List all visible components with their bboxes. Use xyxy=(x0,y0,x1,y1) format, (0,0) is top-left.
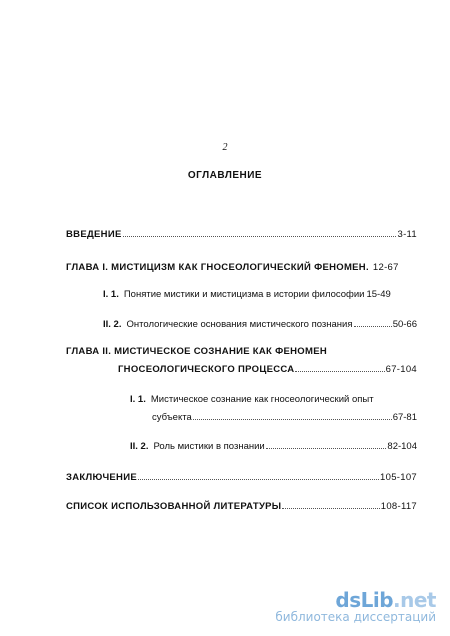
toc-title: ОГЛАВЛЕНИЕ xyxy=(187,170,263,181)
toc-entry-label: СПИСОК ИСПОЛЬЗОВАННОЙ ЛИТЕРАТУРЫ xyxy=(66,501,282,512)
toc-entry-label: ГЛАВА I. МИСТИЦИЗМ КАК ГНОСЕОЛОГИЧЕСКИЙ ФЕНОМЕН. xyxy=(66,262,369,273)
leader-dots xyxy=(193,419,392,420)
toc-entry-pages: 105-107 xyxy=(380,472,417,483)
toc-entry-label: ЗАКЛЮЧЕНИЕ xyxy=(66,472,137,483)
toc-entry-section-2-2[interactable] xyxy=(130,441,417,452)
toc-entry-section-1-1[interactable] xyxy=(103,289,417,300)
leader-dots xyxy=(266,448,387,449)
watermark-brand-tld: .net xyxy=(393,588,436,612)
watermark-logo xyxy=(275,588,436,624)
toc-entry-label: Мистическое сознание как гносеологический опыт xyxy=(150,394,374,405)
section-number: II. 2. xyxy=(130,441,149,452)
toc-entry-chapter-2-line1[interactable] xyxy=(66,346,417,357)
section-number: II. 2. xyxy=(103,319,122,330)
toc-entry-label: Онтологические основания мистического познания xyxy=(126,319,353,330)
toc-entry-label: ГНОСЕОЛОГИЧЕСКОГО ПРОЦЕССА xyxy=(118,364,295,375)
toc-entry-section-1-2[interactable] xyxy=(103,319,417,330)
toc-entry-pages: 82-104 xyxy=(387,441,417,452)
toc-entry-label: Роль мистики в познании xyxy=(153,441,265,452)
leader-dots xyxy=(282,508,379,509)
toc-entry-label: субъекта xyxy=(152,412,192,423)
toc-entry-introduction[interactable] xyxy=(66,229,417,240)
toc-entry-pages: 50-66 xyxy=(392,319,417,330)
toc-entry-pages: 67-104 xyxy=(385,364,417,375)
toc-entry-label: ГЛАВА II. МИСТИЧЕСКОЕ СОЗНАНИЕ КАК ФЕНОМЕН xyxy=(66,346,328,357)
toc-entry-chapter-2-line2[interactable] xyxy=(118,364,417,375)
page-number: 2 xyxy=(222,142,228,153)
toc-entry-label: Понятие мистики и мистицизма в истории философии xyxy=(123,289,365,300)
watermark-subtitle: библиотека диссертаций xyxy=(275,610,436,624)
leader-dots xyxy=(123,236,397,237)
toc-entry-pages: 12-67 xyxy=(372,262,399,273)
section-number: I. 1. xyxy=(103,289,119,300)
toc-entry-pages: 3-11 xyxy=(397,229,417,240)
toc-entry-chapter-1[interactable] xyxy=(66,262,417,273)
leader-dots xyxy=(354,326,392,327)
toc-entry-pages: 108-117 xyxy=(380,501,417,512)
toc-entry-section-2-1-line2[interactable] xyxy=(152,412,417,423)
toc-entry-pages: 67-81 xyxy=(392,412,417,423)
toc-entry-pages: 15-49 xyxy=(366,289,391,300)
leader-dots xyxy=(138,479,379,480)
toc-entry-conclusion[interactable] xyxy=(66,472,417,483)
toc-entry-label: ВВЕДЕНИЕ xyxy=(66,229,122,240)
section-number: I. 1. xyxy=(130,394,146,405)
toc-entry-section-2-1-line1[interactable] xyxy=(130,394,417,405)
watermark-brand-main: dsLib xyxy=(335,588,394,612)
toc-entry-bibliography[interactable] xyxy=(66,501,417,512)
leader-dots xyxy=(295,371,384,372)
watermark-brand xyxy=(275,588,436,612)
